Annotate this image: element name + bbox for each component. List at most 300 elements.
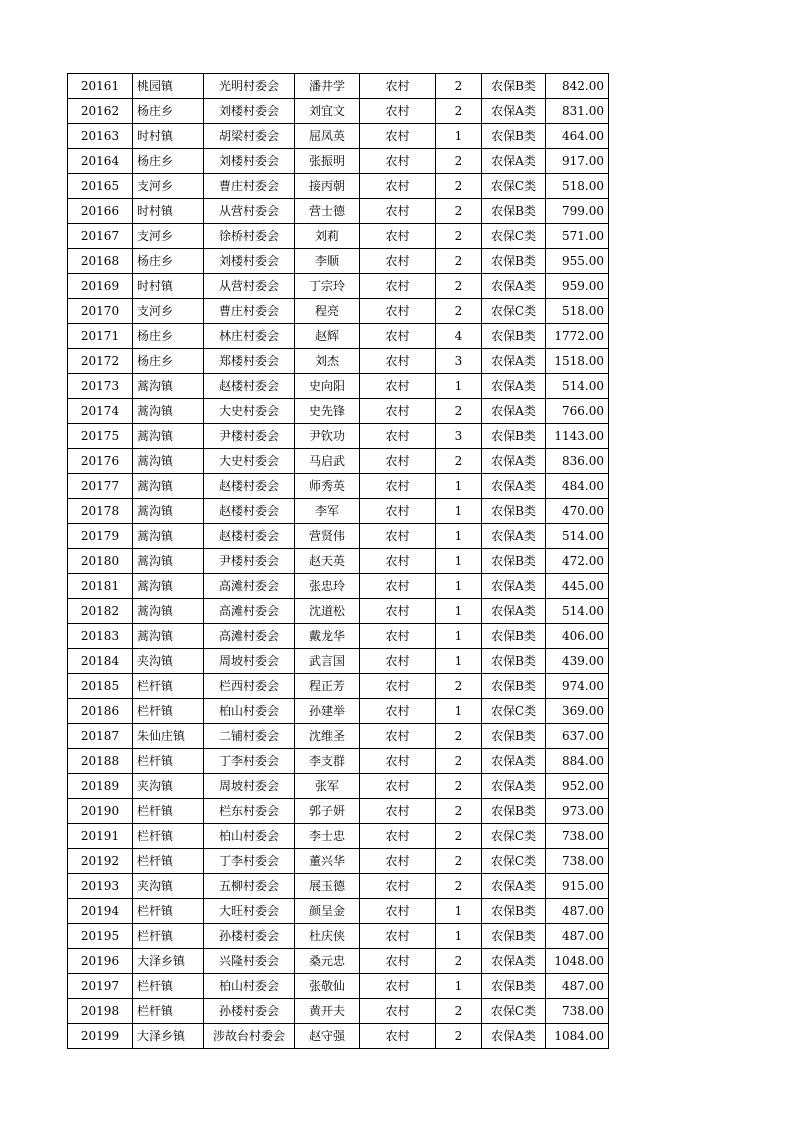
area-type-cell: 农村 xyxy=(360,899,436,924)
village-committee-cell: 高滩村委会 xyxy=(204,624,295,649)
household-count-cell: 2 xyxy=(436,399,482,424)
table-row xyxy=(68,1024,609,1049)
household-count-cell: 2 xyxy=(436,149,482,174)
amount-cell: 738.00 xyxy=(546,999,609,1024)
table-row xyxy=(68,74,609,99)
township-cell: 蒿沟镇 xyxy=(133,624,204,649)
person-name-cell: 黄开夫 xyxy=(295,999,360,1024)
person-name-cell: 赵守强 xyxy=(295,1024,360,1049)
table-row xyxy=(68,149,609,174)
table-row xyxy=(68,274,609,299)
village-committee-cell: 柏山村委会 xyxy=(204,824,295,849)
area-type-cell: 农村 xyxy=(360,999,436,1024)
person-name-cell: 戴龙华 xyxy=(295,624,360,649)
township-cell: 栏杆镇 xyxy=(133,749,204,774)
amount-cell: 472.00 xyxy=(546,549,609,574)
amount-cell: 637.00 xyxy=(546,724,609,749)
township-cell: 杨庄乡 xyxy=(133,149,204,174)
village-committee-cell: 郑楼村委会 xyxy=(204,349,295,374)
table-row xyxy=(68,524,609,549)
area-type-cell: 农村 xyxy=(360,874,436,899)
insurance-class-cell: 农保B类 xyxy=(482,499,546,524)
household-count-cell: 2 xyxy=(436,1024,482,1049)
record-id-cell: 20190 xyxy=(68,799,133,824)
person-name-cell: 颜呈金 xyxy=(295,899,360,924)
insurance-class-cell: 农保B类 xyxy=(482,249,546,274)
table-row xyxy=(68,99,609,124)
household-count-cell: 2 xyxy=(436,999,482,1024)
village-committee-cell: 柏山村委会 xyxy=(204,699,295,724)
record-id-cell: 20171 xyxy=(68,324,133,349)
amount-cell: 487.00 xyxy=(546,974,609,999)
record-id-cell: 20163 xyxy=(68,124,133,149)
village-committee-cell: 涉故台村委会 xyxy=(204,1024,295,1049)
record-id-cell: 20182 xyxy=(68,599,133,624)
person-name-cell: 赵天英 xyxy=(295,549,360,574)
table-row xyxy=(68,374,609,399)
table-row xyxy=(68,774,609,799)
table-row xyxy=(68,249,609,274)
person-name-cell: 武言国 xyxy=(295,649,360,674)
household-count-cell: 3 xyxy=(436,349,482,374)
township-cell: 栏杆镇 xyxy=(133,799,204,824)
person-name-cell: 史向阳 xyxy=(295,374,360,399)
area-type-cell: 农村 xyxy=(360,549,436,574)
person-name-cell: 李支群 xyxy=(295,749,360,774)
person-name-cell: 营士德 xyxy=(295,199,360,224)
table-row xyxy=(68,349,609,374)
person-name-cell: 赵辉 xyxy=(295,324,360,349)
township-cell: 栏杆镇 xyxy=(133,924,204,949)
record-id-cell: 20186 xyxy=(68,699,133,724)
township-cell: 朱仙庄镇 xyxy=(133,724,204,749)
record-id-cell: 20198 xyxy=(68,999,133,1024)
amount-cell: 487.00 xyxy=(546,899,609,924)
household-count-cell: 1 xyxy=(436,649,482,674)
person-name-cell: 李顺 xyxy=(295,249,360,274)
table-row xyxy=(68,649,609,674)
area-type-cell: 农村 xyxy=(360,224,436,249)
village-committee-cell: 曹庄村委会 xyxy=(204,299,295,324)
village-committee-cell: 曹庄村委会 xyxy=(204,174,295,199)
household-count-cell: 2 xyxy=(436,674,482,699)
insurance-class-cell: 农保A类 xyxy=(482,1024,546,1049)
village-committee-cell: 从营村委会 xyxy=(204,199,295,224)
person-name-cell: 史先锋 xyxy=(295,399,360,424)
amount-cell: 831.00 xyxy=(546,99,609,124)
township-cell: 栏杆镇 xyxy=(133,974,204,999)
insurance-class-cell: 农保A类 xyxy=(482,449,546,474)
person-name-cell: 孙建举 xyxy=(295,699,360,724)
insurance-class-cell: 农保A类 xyxy=(482,574,546,599)
area-type-cell: 农村 xyxy=(360,349,436,374)
insurance-class-cell: 农保B类 xyxy=(482,799,546,824)
insurance-class-cell: 农保A类 xyxy=(482,399,546,424)
amount-cell: 514.00 xyxy=(546,374,609,399)
village-committee-cell: 从营村委会 xyxy=(204,274,295,299)
amount-cell: 1048.00 xyxy=(546,949,609,974)
record-id-cell: 20161 xyxy=(68,74,133,99)
area-type-cell: 农村 xyxy=(360,399,436,424)
record-id-cell: 20179 xyxy=(68,524,133,549)
table-row xyxy=(68,599,609,624)
household-count-cell: 2 xyxy=(436,274,482,299)
record-id-cell: 20164 xyxy=(68,149,133,174)
household-count-cell: 2 xyxy=(436,799,482,824)
person-name-cell: 刘莉 xyxy=(295,224,360,249)
record-id-cell: 20176 xyxy=(68,449,133,474)
table-row xyxy=(68,874,609,899)
area-type-cell: 农村 xyxy=(360,199,436,224)
household-count-cell: 2 xyxy=(436,849,482,874)
insurance-class-cell: 农保A类 xyxy=(482,274,546,299)
area-type-cell: 农村 xyxy=(360,149,436,174)
amount-cell: 464.00 xyxy=(546,124,609,149)
insurance-class-cell: 农保B类 xyxy=(482,199,546,224)
record-id-cell: 20191 xyxy=(68,824,133,849)
township-cell: 杨庄乡 xyxy=(133,324,204,349)
insurance-class-cell: 农保A类 xyxy=(482,949,546,974)
table-row xyxy=(68,124,609,149)
village-committee-cell: 孙楼村委会 xyxy=(204,999,295,1024)
area-type-cell: 农村 xyxy=(360,599,436,624)
township-cell: 蒿沟镇 xyxy=(133,374,204,399)
township-cell: 夹沟镇 xyxy=(133,874,204,899)
amount-cell: 799.00 xyxy=(546,199,609,224)
table-row xyxy=(68,174,609,199)
insurance-class-cell: 农保B类 xyxy=(482,674,546,699)
village-committee-cell: 孙楼村委会 xyxy=(204,924,295,949)
insurance-class-cell: 农保C类 xyxy=(482,299,546,324)
area-type-cell: 农村 xyxy=(360,924,436,949)
village-committee-cell: 周坡村委会 xyxy=(204,774,295,799)
insurance-class-cell: 农保A类 xyxy=(482,599,546,624)
table-row xyxy=(68,999,609,1024)
insurance-class-cell: 农保B类 xyxy=(482,549,546,574)
area-type-cell: 农村 xyxy=(360,649,436,674)
table-row xyxy=(68,899,609,924)
area-type-cell: 农村 xyxy=(360,824,436,849)
village-committee-cell: 大史村委会 xyxy=(204,399,295,424)
household-count-cell: 3 xyxy=(436,424,482,449)
village-committee-cell: 光明村委会 xyxy=(204,74,295,99)
amount-cell: 1143.00 xyxy=(546,424,609,449)
township-cell: 蒿沟镇 xyxy=(133,499,204,524)
household-count-cell: 2 xyxy=(436,874,482,899)
village-committee-cell: 二铺村委会 xyxy=(204,724,295,749)
amount-cell: 738.00 xyxy=(546,824,609,849)
household-count-cell: 1 xyxy=(436,699,482,724)
amount-cell: 952.00 xyxy=(546,774,609,799)
area-type-cell: 农村 xyxy=(360,699,436,724)
area-type-cell: 农村 xyxy=(360,849,436,874)
township-cell: 蒿沟镇 xyxy=(133,574,204,599)
amount-cell: 1518.00 xyxy=(546,349,609,374)
amount-cell: 738.00 xyxy=(546,849,609,874)
village-committee-cell: 高滩村委会 xyxy=(204,574,295,599)
table-row xyxy=(68,399,609,424)
record-id-cell: 20183 xyxy=(68,624,133,649)
household-count-cell: 2 xyxy=(436,99,482,124)
household-count-cell: 1 xyxy=(436,549,482,574)
person-name-cell: 沈维圣 xyxy=(295,724,360,749)
area-type-cell: 农村 xyxy=(360,474,436,499)
area-type-cell: 农村 xyxy=(360,174,436,199)
person-name-cell: 尹钦功 xyxy=(295,424,360,449)
insurance-class-cell: 农保A类 xyxy=(482,149,546,174)
household-count-cell: 1 xyxy=(436,124,482,149)
household-count-cell: 2 xyxy=(436,774,482,799)
table-row xyxy=(68,849,609,874)
insurance-class-cell: 农保A类 xyxy=(482,524,546,549)
person-name-cell: 李士忠 xyxy=(295,824,360,849)
village-committee-cell: 周坡村委会 xyxy=(204,649,295,674)
township-cell: 栏杆镇 xyxy=(133,999,204,1024)
area-type-cell: 农村 xyxy=(360,674,436,699)
amount-cell: 445.00 xyxy=(546,574,609,599)
record-id-cell: 20195 xyxy=(68,924,133,949)
insurance-class-cell: 农保A类 xyxy=(482,99,546,124)
amount-cell: 518.00 xyxy=(546,174,609,199)
township-cell: 杨庄乡 xyxy=(133,99,204,124)
area-type-cell: 农村 xyxy=(360,324,436,349)
person-name-cell: 张振明 xyxy=(295,149,360,174)
insurance-class-cell: 农保B类 xyxy=(482,74,546,99)
village-committee-cell: 大史村委会 xyxy=(204,449,295,474)
person-name-cell: 桑元忠 xyxy=(295,949,360,974)
amount-cell: 1772.00 xyxy=(546,324,609,349)
amount-cell: 470.00 xyxy=(546,499,609,524)
household-count-cell: 2 xyxy=(436,949,482,974)
person-name-cell: 张忠玲 xyxy=(295,574,360,599)
insurance-class-cell: 农保C类 xyxy=(482,224,546,249)
area-type-cell: 农村 xyxy=(360,949,436,974)
person-name-cell: 师秀英 xyxy=(295,474,360,499)
record-id-cell: 20174 xyxy=(68,399,133,424)
household-count-cell: 2 xyxy=(436,749,482,774)
township-cell: 杨庄乡 xyxy=(133,249,204,274)
village-committee-cell: 丁李村委会 xyxy=(204,749,295,774)
table-row xyxy=(68,474,609,499)
township-cell: 蒿沟镇 xyxy=(133,549,204,574)
table-row xyxy=(68,224,609,249)
table-row xyxy=(68,574,609,599)
household-count-cell: 1 xyxy=(436,624,482,649)
area-type-cell: 农村 xyxy=(360,524,436,549)
household-count-cell: 1 xyxy=(436,599,482,624)
village-committee-cell: 尹楼村委会 xyxy=(204,549,295,574)
area-type-cell: 农村 xyxy=(360,799,436,824)
person-name-cell: 刘宜文 xyxy=(295,99,360,124)
village-committee-cell: 林庄村委会 xyxy=(204,324,295,349)
amount-cell: 842.00 xyxy=(546,74,609,99)
amount-cell: 439.00 xyxy=(546,649,609,674)
insurance-class-cell: 农保C类 xyxy=(482,699,546,724)
person-name-cell: 营贤伟 xyxy=(295,524,360,549)
table-row xyxy=(68,624,609,649)
township-cell: 蒿沟镇 xyxy=(133,524,204,549)
household-count-cell: 1 xyxy=(436,574,482,599)
record-id-cell: 20169 xyxy=(68,274,133,299)
person-name-cell: 马启武 xyxy=(295,449,360,474)
table-row xyxy=(68,699,609,724)
record-id-cell: 20168 xyxy=(68,249,133,274)
person-name-cell: 刘杰 xyxy=(295,349,360,374)
amount-cell: 514.00 xyxy=(546,599,609,624)
record-id-cell: 20185 xyxy=(68,674,133,699)
township-cell: 蒿沟镇 xyxy=(133,599,204,624)
area-type-cell: 农村 xyxy=(360,74,436,99)
person-name-cell: 李军 xyxy=(295,499,360,524)
township-cell: 栏杆镇 xyxy=(133,699,204,724)
record-id-cell: 20166 xyxy=(68,199,133,224)
area-type-cell: 农村 xyxy=(360,299,436,324)
insurance-class-cell: 农保B类 xyxy=(482,974,546,999)
table-row xyxy=(68,424,609,449)
insurance-class-cell: 农保B类 xyxy=(482,124,546,149)
household-count-cell: 1 xyxy=(436,524,482,549)
person-name-cell: 董兴华 xyxy=(295,849,360,874)
amount-cell: 518.00 xyxy=(546,299,609,324)
household-count-cell: 2 xyxy=(436,74,482,99)
person-name-cell: 张敬仙 xyxy=(295,974,360,999)
household-count-cell: 1 xyxy=(436,374,482,399)
table-row xyxy=(68,549,609,574)
area-type-cell: 农村 xyxy=(360,274,436,299)
insurance-class-cell: 农保A类 xyxy=(482,349,546,374)
area-type-cell: 农村 xyxy=(360,499,436,524)
household-count-cell: 1 xyxy=(436,474,482,499)
record-id-cell: 20184 xyxy=(68,649,133,674)
village-committee-cell: 赵楼村委会 xyxy=(204,524,295,549)
amount-cell: 1084.00 xyxy=(546,1024,609,1049)
village-committee-cell: 刘楼村委会 xyxy=(204,249,295,274)
record-id-cell: 20194 xyxy=(68,899,133,924)
insurance-class-cell: 农保B类 xyxy=(482,324,546,349)
table-row xyxy=(68,724,609,749)
insurance-class-cell: 农保A类 xyxy=(482,474,546,499)
table-row xyxy=(68,949,609,974)
record-id-cell: 20188 xyxy=(68,749,133,774)
village-committee-cell: 五柳村委会 xyxy=(204,874,295,899)
record-id-cell: 20172 xyxy=(68,349,133,374)
record-id-cell: 20193 xyxy=(68,874,133,899)
household-count-cell: 1 xyxy=(436,924,482,949)
amount-cell: 955.00 xyxy=(546,249,609,274)
amount-cell: 959.00 xyxy=(546,274,609,299)
household-count-cell: 2 xyxy=(436,724,482,749)
township-cell: 栏杆镇 xyxy=(133,824,204,849)
record-id-cell: 20173 xyxy=(68,374,133,399)
household-count-cell: 2 xyxy=(436,174,482,199)
person-name-cell: 丁宗玲 xyxy=(295,274,360,299)
table-row xyxy=(68,974,609,999)
area-type-cell: 农村 xyxy=(360,424,436,449)
person-name-cell: 屈凤英 xyxy=(295,124,360,149)
area-type-cell: 农村 xyxy=(360,1024,436,1049)
table-row xyxy=(68,799,609,824)
amount-cell: 571.00 xyxy=(546,224,609,249)
area-type-cell: 农村 xyxy=(360,624,436,649)
record-id-cell: 20199 xyxy=(68,1024,133,1049)
amount-cell: 484.00 xyxy=(546,474,609,499)
township-cell: 时村镇 xyxy=(133,199,204,224)
record-id-cell: 20165 xyxy=(68,174,133,199)
village-committee-cell: 徐桥村委会 xyxy=(204,224,295,249)
township-cell: 支河乡 xyxy=(133,224,204,249)
village-committee-cell: 兴隆村委会 xyxy=(204,949,295,974)
insurance-class-cell: 农保A类 xyxy=(482,874,546,899)
insurance-class-cell: 农保B类 xyxy=(482,899,546,924)
person-name-cell: 杜庆侠 xyxy=(295,924,360,949)
insurance-class-cell: 农保C类 xyxy=(482,849,546,874)
amount-cell: 514.00 xyxy=(546,524,609,549)
record-id-cell: 20177 xyxy=(68,474,133,499)
township-cell: 蒿沟镇 xyxy=(133,449,204,474)
insurance-class-cell: 农保B类 xyxy=(482,424,546,449)
township-cell: 支河乡 xyxy=(133,174,204,199)
insurance-class-cell: 农保A类 xyxy=(482,374,546,399)
amount-cell: 766.00 xyxy=(546,399,609,424)
area-type-cell: 农村 xyxy=(360,574,436,599)
village-committee-cell: 柏山村委会 xyxy=(204,974,295,999)
household-count-cell: 2 xyxy=(436,224,482,249)
household-count-cell: 2 xyxy=(436,249,482,274)
village-committee-cell: 栏西村委会 xyxy=(204,674,295,699)
insurance-class-cell: 农保A类 xyxy=(482,774,546,799)
household-count-cell: 4 xyxy=(436,324,482,349)
township-cell: 夹沟镇 xyxy=(133,649,204,674)
household-count-cell: 2 xyxy=(436,449,482,474)
table-row xyxy=(68,674,609,699)
record-id-cell: 20196 xyxy=(68,949,133,974)
amount-cell: 836.00 xyxy=(546,449,609,474)
township-cell: 杨庄乡 xyxy=(133,349,204,374)
area-type-cell: 农村 xyxy=(360,249,436,274)
area-type-cell: 农村 xyxy=(360,449,436,474)
area-type-cell: 农村 xyxy=(360,974,436,999)
household-count-cell: 1 xyxy=(436,499,482,524)
township-cell: 夹沟镇 xyxy=(133,774,204,799)
village-committee-cell: 丁李村委会 xyxy=(204,849,295,874)
person-name-cell: 郭子妍 xyxy=(295,799,360,824)
village-committee-cell: 栏东村委会 xyxy=(204,799,295,824)
household-count-cell: 2 xyxy=(436,824,482,849)
township-cell: 蒿沟镇 xyxy=(133,424,204,449)
amount-cell: 884.00 xyxy=(546,749,609,774)
amount-cell: 915.00 xyxy=(546,874,609,899)
insurance-class-cell: 农保B类 xyxy=(482,649,546,674)
township-cell: 大泽乡镇 xyxy=(133,1024,204,1049)
village-committee-cell: 大旺村委会 xyxy=(204,899,295,924)
record-id-cell: 20180 xyxy=(68,549,133,574)
village-committee-cell: 赵楼村委会 xyxy=(204,374,295,399)
village-committee-cell: 赵楼村委会 xyxy=(204,499,295,524)
person-name-cell: 张军 xyxy=(295,774,360,799)
record-id-cell: 20178 xyxy=(68,499,133,524)
area-type-cell: 农村 xyxy=(360,374,436,399)
person-name-cell: 展玉德 xyxy=(295,874,360,899)
township-cell: 栏杆镇 xyxy=(133,899,204,924)
household-count-cell: 1 xyxy=(436,974,482,999)
area-type-cell: 农村 xyxy=(360,774,436,799)
insurance-class-cell: 农保C类 xyxy=(482,999,546,1024)
township-cell: 栏杆镇 xyxy=(133,674,204,699)
household-count-cell: 2 xyxy=(436,199,482,224)
person-name-cell: 程正芳 xyxy=(295,674,360,699)
table-row xyxy=(68,749,609,774)
township-cell: 桃园镇 xyxy=(133,74,204,99)
